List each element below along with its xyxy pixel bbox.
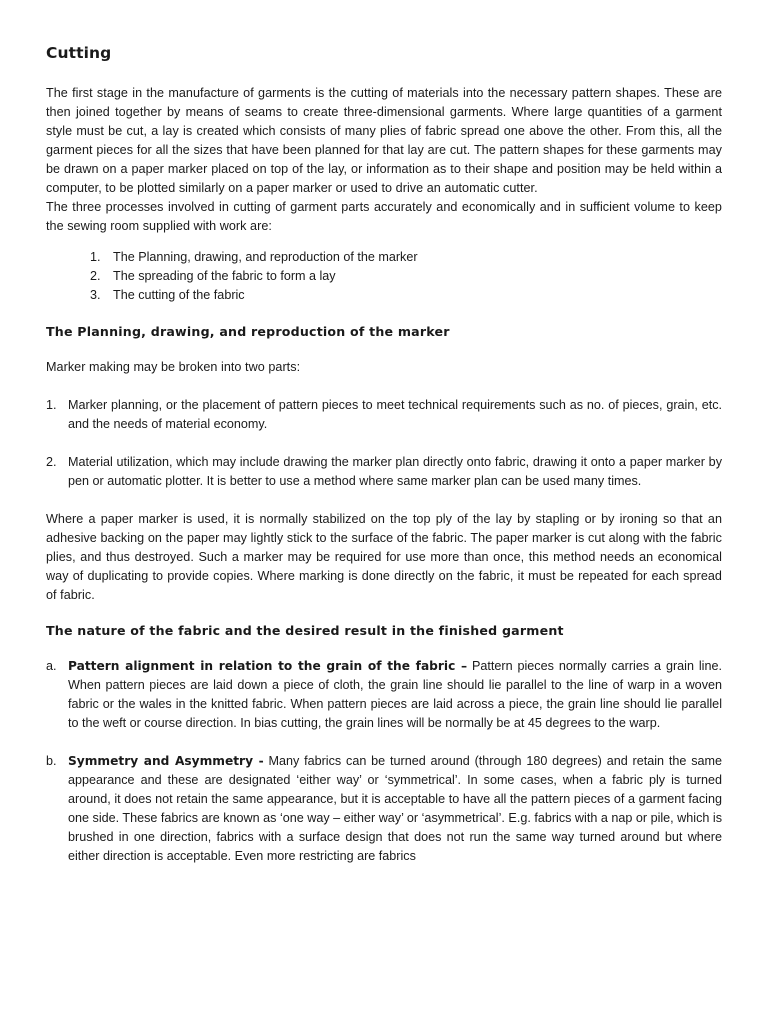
list-text: The Planning, drawing, and reproduction of the marker <box>113 250 418 264</box>
list-text: The spreading of the fabric to form a lay <box>113 269 336 283</box>
section-heading-marker: The Planning, drawing, and reproduction of the marker <box>46 324 450 339</box>
item-text: Material utilization, which may include drawing the marker plan directly onto fabric, drawing it onto a paper marker by pen or automatic plotter. It is better to use a method where same marker plan can be used many times. <box>68 455 722 488</box>
marker-part-1 <box>46 396 722 434</box>
list-item <box>46 267 722 286</box>
marker-part-2 <box>46 453 722 491</box>
item-marker: 1. <box>46 398 57 412</box>
list-number: 1. <box>90 250 101 264</box>
section-lead: Marker making may be broken into two parts: <box>46 360 301 374</box>
item-text: Marker planning, or the placement of pattern pieces to meet technical requirements such as no. of pieces, grain, etc. and the needs of material economy. <box>68 398 722 431</box>
intro-paragraph: The first stage in the manufacture of garments is the cutting of materials into the necessary pattern shapes. These are then joined together by means of seams to create three-dimensional garments. Where large quantities of a garment style must be cut, a lay is created which consists of many plies of fabric spread one above the other. From this, all the garment pieces for all the sizes that have been planned for that lay are cut. The pattern shapes for these garments may be drawn on a paper marker placed on top of the lay, or information as to their shape and position may be held within a computer, to be plotted similarly on a paper marker or used to drive an automatic cutter. <box>46 86 722 195</box>
item-text: Many fabrics can be turned around (through 180 degrees) and retain the same appearance and these are designated ‘either way’ or ‘symmetrical’. In some cases, when a fabric ply is turned around, it does not retain the same appearance, but it is acceptable to have all the pattern pieces of a garment facing one side. These fabrics are known as ‘one way – either way’ or ‘asymmetrical’. E.g. fabrics with a nap or pile, which is brushed in one direction, fabrics with a surface design that does not run the same way turned around but where either direction is acceptable. Even more restricting are fabrics <box>68 754 722 863</box>
item-bold-lead: Symmetry and Asymmetry - <box>68 754 264 768</box>
item-marker: a. <box>46 659 57 673</box>
item-bold-lead: Pattern alignment in relation to the grain of the fabric – <box>68 659 468 673</box>
list-number: 3. <box>90 288 101 302</box>
item-marker: b. <box>46 754 57 768</box>
list-item <box>46 286 722 305</box>
intro-paragraph-2: The three processes involved in cutting of garment parts accurately and economically and in sufficient volume to keep the sewing room supplied with work are: <box>46 200 722 233</box>
item-marker: 2. <box>46 455 57 469</box>
fabric-item-b <box>46 752 722 866</box>
section-heading-fabric: The nature of the fabric and the desired result in the finished garment <box>46 623 564 638</box>
item-text: Pattern pieces normally carries a grain line. When pattern pieces are laid down a piece of cloth, the grain line should lie parallel to the line of warp in a woven fabric or the wales in the knitted fabric. When pattern pieces are laid across a piece, the grain line should lie parallel to the weft or course direction. In bias cutting, the grain lines will be normally be at 45 degrees to the warp. <box>68 659 722 730</box>
list-item <box>46 248 722 267</box>
page-title: Cutting <box>46 44 112 62</box>
paper-marker-paragraph: Where a paper marker is used, it is normally stabilized on the top ply of the lay by stapling or by ironing so that an adhesive backing on the paper may lightly stick to the surface of the fabric. The paper marker is cut along with the fabric plies, and thus destroyed. Such a marker may be required for use more than once, this method needs an economical way of duplicating to provide copies. Where marking is done directly on the fabric, it must be repeated for each spread of fabric. <box>46 512 722 602</box>
list-text: The cutting of the fabric <box>113 288 245 302</box>
list-number: 2. <box>90 269 101 283</box>
document-page <box>46 44 722 866</box>
fabric-item-a <box>46 657 722 733</box>
process-list <box>46 248 722 305</box>
